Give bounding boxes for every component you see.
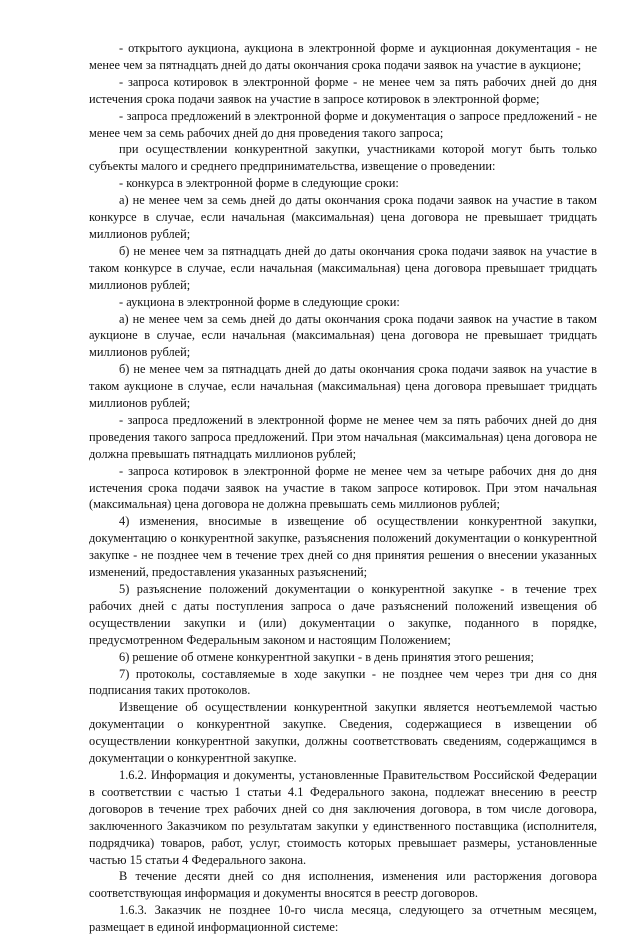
paragraph-sme-proposal-request: - запроса предложений в электронной форме не менее чем за пять рабочих дней до дня проведения такого запроса предложений. При этом начальная (максимальная) цена договора не должна превышать пятнадцать миллионов рублей; — [89, 412, 597, 461]
paragraph-quotation-request: - запроса котировок в электронной форме - не менее чем за пять рабочих дней до дня истечения срока подачи заявок на участие в запросе котировок в электронной форме; — [89, 74, 597, 106]
paragraph-sme-quotation-request: - запроса котировок в электронной форме не менее чем за четыре рабочих дня до дня истечения срока подачи заявок на участие в таком запросе котировок. При этом начальная (максимальная) цена договора не должна превышать семь миллионов рублей; — [89, 463, 597, 512]
paragraph-auction-term-a: а) не менее чем за семь дней до даты окончания срока подачи заявок на участие в таком аукционе в случае, если начальная (максимальная) цена договора не превышает тридцать миллионов рублей; — [89, 311, 597, 360]
paragraph-tender-term-a: а) не менее чем за семь дней до даты окончания срока подачи заявок на участие в таком конкурсе в случае, если начальная (максимальная) цена договора не превышает тридцать миллионов рублей; — [89, 193, 597, 241]
paragraph-section-1-6-2: 1.6.2. Информация и документы, установленные Правительством Российской Федерации в соответствии с частью 1 статьи 4.1 Федерального закона, подлежат внесению в реестр договоров в течение трех рабочих дней со дня заключения договора, в том числе договора, заключенного Заказчиком по результатам закупки у единственного поставщика (исполнителя, подрядчика) товаров, работ, услуг, стоимость которых превышает размеры, установленные частью 15 статьи 4 Федерального закона. — [89, 767, 597, 867]
paragraph-auction-term-b: б) не менее чем за пятнадцать дней до даты окончания срока подачи заявок на участие в таком аукционе в случае, если начальная (максимальная) цена договора превышает тридцать миллионов рублей; — [89, 362, 597, 411]
paragraph-open-auction: - открытого аукциона, аукциона в электронной форме и аукционная документация - не менее чем за пятнадцать дней до даты окончания срока подачи заявок на участие в аукционе; — [89, 41, 597, 72]
paragraph-proposal-request: - запроса предложений в электронной форме и документация о запросе предложений - не менее чем за семь рабочих дней до дня проведения такого запроса; — [89, 108, 597, 140]
paragraph-tender-term-b: б) не менее чем за пятнадцать дней до даты окончания срока подачи заявок на участие в таком конкурсе в случае, если начальная (максимальная) цена договора превышает тридцать миллионов рублей; — [89, 243, 597, 292]
paragraph-tender-terms: - конкурса в электронной форме в следующие сроки: — [119, 176, 399, 191]
paragraph-section-1-6-3: 1.6.3. Заказчик не позднее 10-го числа месяца, следующего за отчетным месяцем, размещает в единой информационной системе: — [89, 903, 597, 935]
paragraph-item-7-protocols: 7) протоколы, составляемые в ходе закупки - не позднее чем через три дня со дня подписания таких протоколов. — [89, 666, 597, 698]
paragraph-contract-register: В течение десяти дней со дня исполнения, изменения или расторжения договора соответствующая информация и документы вносятся в реестр договоров. — [89, 869, 597, 901]
paragraph-item-5-clarifications: 5) разъяснение положений документации о конкурентной закупке - в течение трех рабочих дней с даты поступления запроса о даче разъяснений положений извещения об осуществлении закупки и (или) документации о закупке, поданного в порядке, предусмотренном Федеральным законом и настоящим Положением; — [89, 582, 597, 647]
paragraph-sme-procurement: при осуществлении конкурентной закупки, участниками которой могут быть только субъекты малого и среднего предпринимательства, извещение о проведении: — [89, 142, 597, 174]
paragraph-item-4-changes: 4) изменения, вносимые в извещение об осуществлении конкурентной закупки, документацию о конкурентной закупке, разъяснения положений документации о конкурентной закупке - не позднее чем в течение трех дней со дня принятия решения о внесении указанных изменений, предоставления указанных разъяснений; — [89, 514, 597, 580]
paragraph-item-6-cancellation: 6) решение об отмене конкурентной закупки - в день принятия этого решения; — [119, 649, 534, 664]
paragraph-auction-terms: - аукциона в электронной форме в следующие сроки: — [119, 294, 400, 309]
document-page — [89, 40, 597, 936]
paragraph-notice-integral-part: Извещение об осуществлении конкурентной закупки является неотъемлемой частью документации о конкурентной закупке. Сведения, содержащиеся в извещении об осуществлении конкурентной закупки, должны соответствовать сведениям, содержащимся в документации о конкурентной закупке. — [89, 700, 597, 766]
